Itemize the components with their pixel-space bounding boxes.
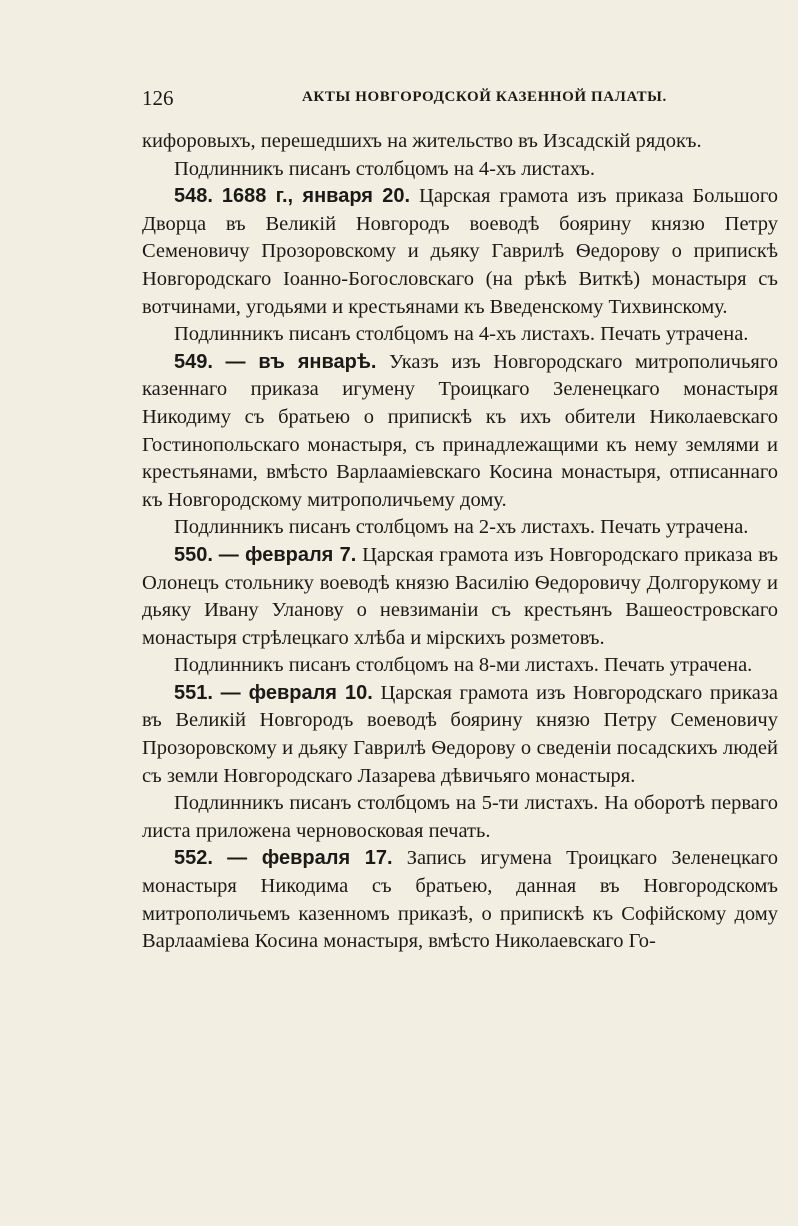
continuation-note: Подлинникъ писанъ столбцомъ на 4-хъ листахъ. xyxy=(174,157,596,180)
entry-number: 552. xyxy=(174,847,213,870)
page-body xyxy=(142,128,778,956)
entry-552 xyxy=(142,845,778,955)
entry-number: 551. xyxy=(174,681,213,704)
entry-text: Царская грамота изъ Новгородскаго приказа въ Великій Новгородъ воеводѣ боярину князю Петру Семеновичу Прозоровскому и дьяку Гаврилѣ Ѳедорову о сведеніи посадскихъ людей съ земли Новгородскаго Лазарева дѣвичьяго монастыря. xyxy=(142,681,779,787)
entry-note: Подлинникъ писанъ столбцомъ на 5-ти листахъ. На оборотѣ перваго листа приложена черновосковая печать. xyxy=(142,792,778,842)
entry-date: — февраля 17. xyxy=(227,847,393,870)
entry-number: 550. xyxy=(174,543,213,566)
entry-number: 549. xyxy=(174,350,213,373)
entry-date: — февраля 7. xyxy=(218,543,357,566)
continuation-text: кифоровыхъ, перешедшихъ на жительство въ Изсадскій рядокъ. xyxy=(142,130,702,152)
entry-text: Царская грамота изъ приказа Большого Дворца въ Великій Новгородъ воеводѣ боярину князю Петру Семеновичу Прозоровскому и дьяку Гаврилѣ Ѳедорову о припискѣ Новгородскаго Іоанно-Богословскаго (на рѣкѣ Виткѣ) монастыря съ вотчинами, угодьями и крестьянами къ Введенскому Тихвинскому. xyxy=(142,185,779,318)
entry-text: Указъ изъ Новгородскаго митрополичьяго казеннаго приказа игумену Троицкаго Зеленецкаго монастыря Никодиму съ братьею о припискѣ къ ихъ обители Николаевскаго Гостинопольскаго монастыря, съ принадлежащими къ нему землями и крестьянами, вмѣсто Варлааміевскаго Косина монастыря, отписаннаго къ Новгородскому митрополичьему дому. xyxy=(142,350,778,511)
page-number: 126 xyxy=(142,86,174,110)
entry-548 xyxy=(142,183,778,321)
entry-549 xyxy=(142,349,778,515)
entry-text: Царская грамота изъ Новгородскаго приказа въ Олонецъ стольнику воеводѣ князю Василію Ѳедоровичу Долгорукому и дьяку Ивану Уланову о невзиманіи съ крестьянъ Вашеостровскаго монастыря стрѣлецкаго хлѣба и мірскихъ розметовъ. xyxy=(142,543,779,649)
entry-text: Запись игумена Троицкаго Зеленецкаго монастыря Никодима съ братьею, данная въ Новгородскомъ митрополичьемъ казенномъ приказѣ, о припискѣ къ Софійскому дому Варлааміева Косина монастыря, вмѣсто Николаевскаго Го- xyxy=(142,847,778,953)
entry-551 xyxy=(142,680,778,790)
entry-note: Подлинникъ писанъ столбцомъ на 4-хъ листахъ. Печать утрачена. xyxy=(174,323,749,346)
entry-date: — въ январѣ. xyxy=(225,350,377,373)
entry-note: Подлинникъ писанъ столбцомъ на 8-ми листахъ. Печать утрачена. xyxy=(174,654,753,677)
entry-date: — февраля 10. xyxy=(220,681,373,704)
entry-note: Подлинникъ писанъ столбцомъ на 2-хъ листахъ. Печать утрачена. xyxy=(174,516,749,539)
page-header xyxy=(142,86,778,116)
entry-date: 1688 г., января 20. xyxy=(221,185,411,208)
entry-550 xyxy=(142,542,778,652)
running-title: АКТЫ НОВГОРОДСКОЙ КАЗЕННОЙ ПАЛАТЫ. xyxy=(302,89,667,105)
entry-number: 548. xyxy=(174,185,213,208)
